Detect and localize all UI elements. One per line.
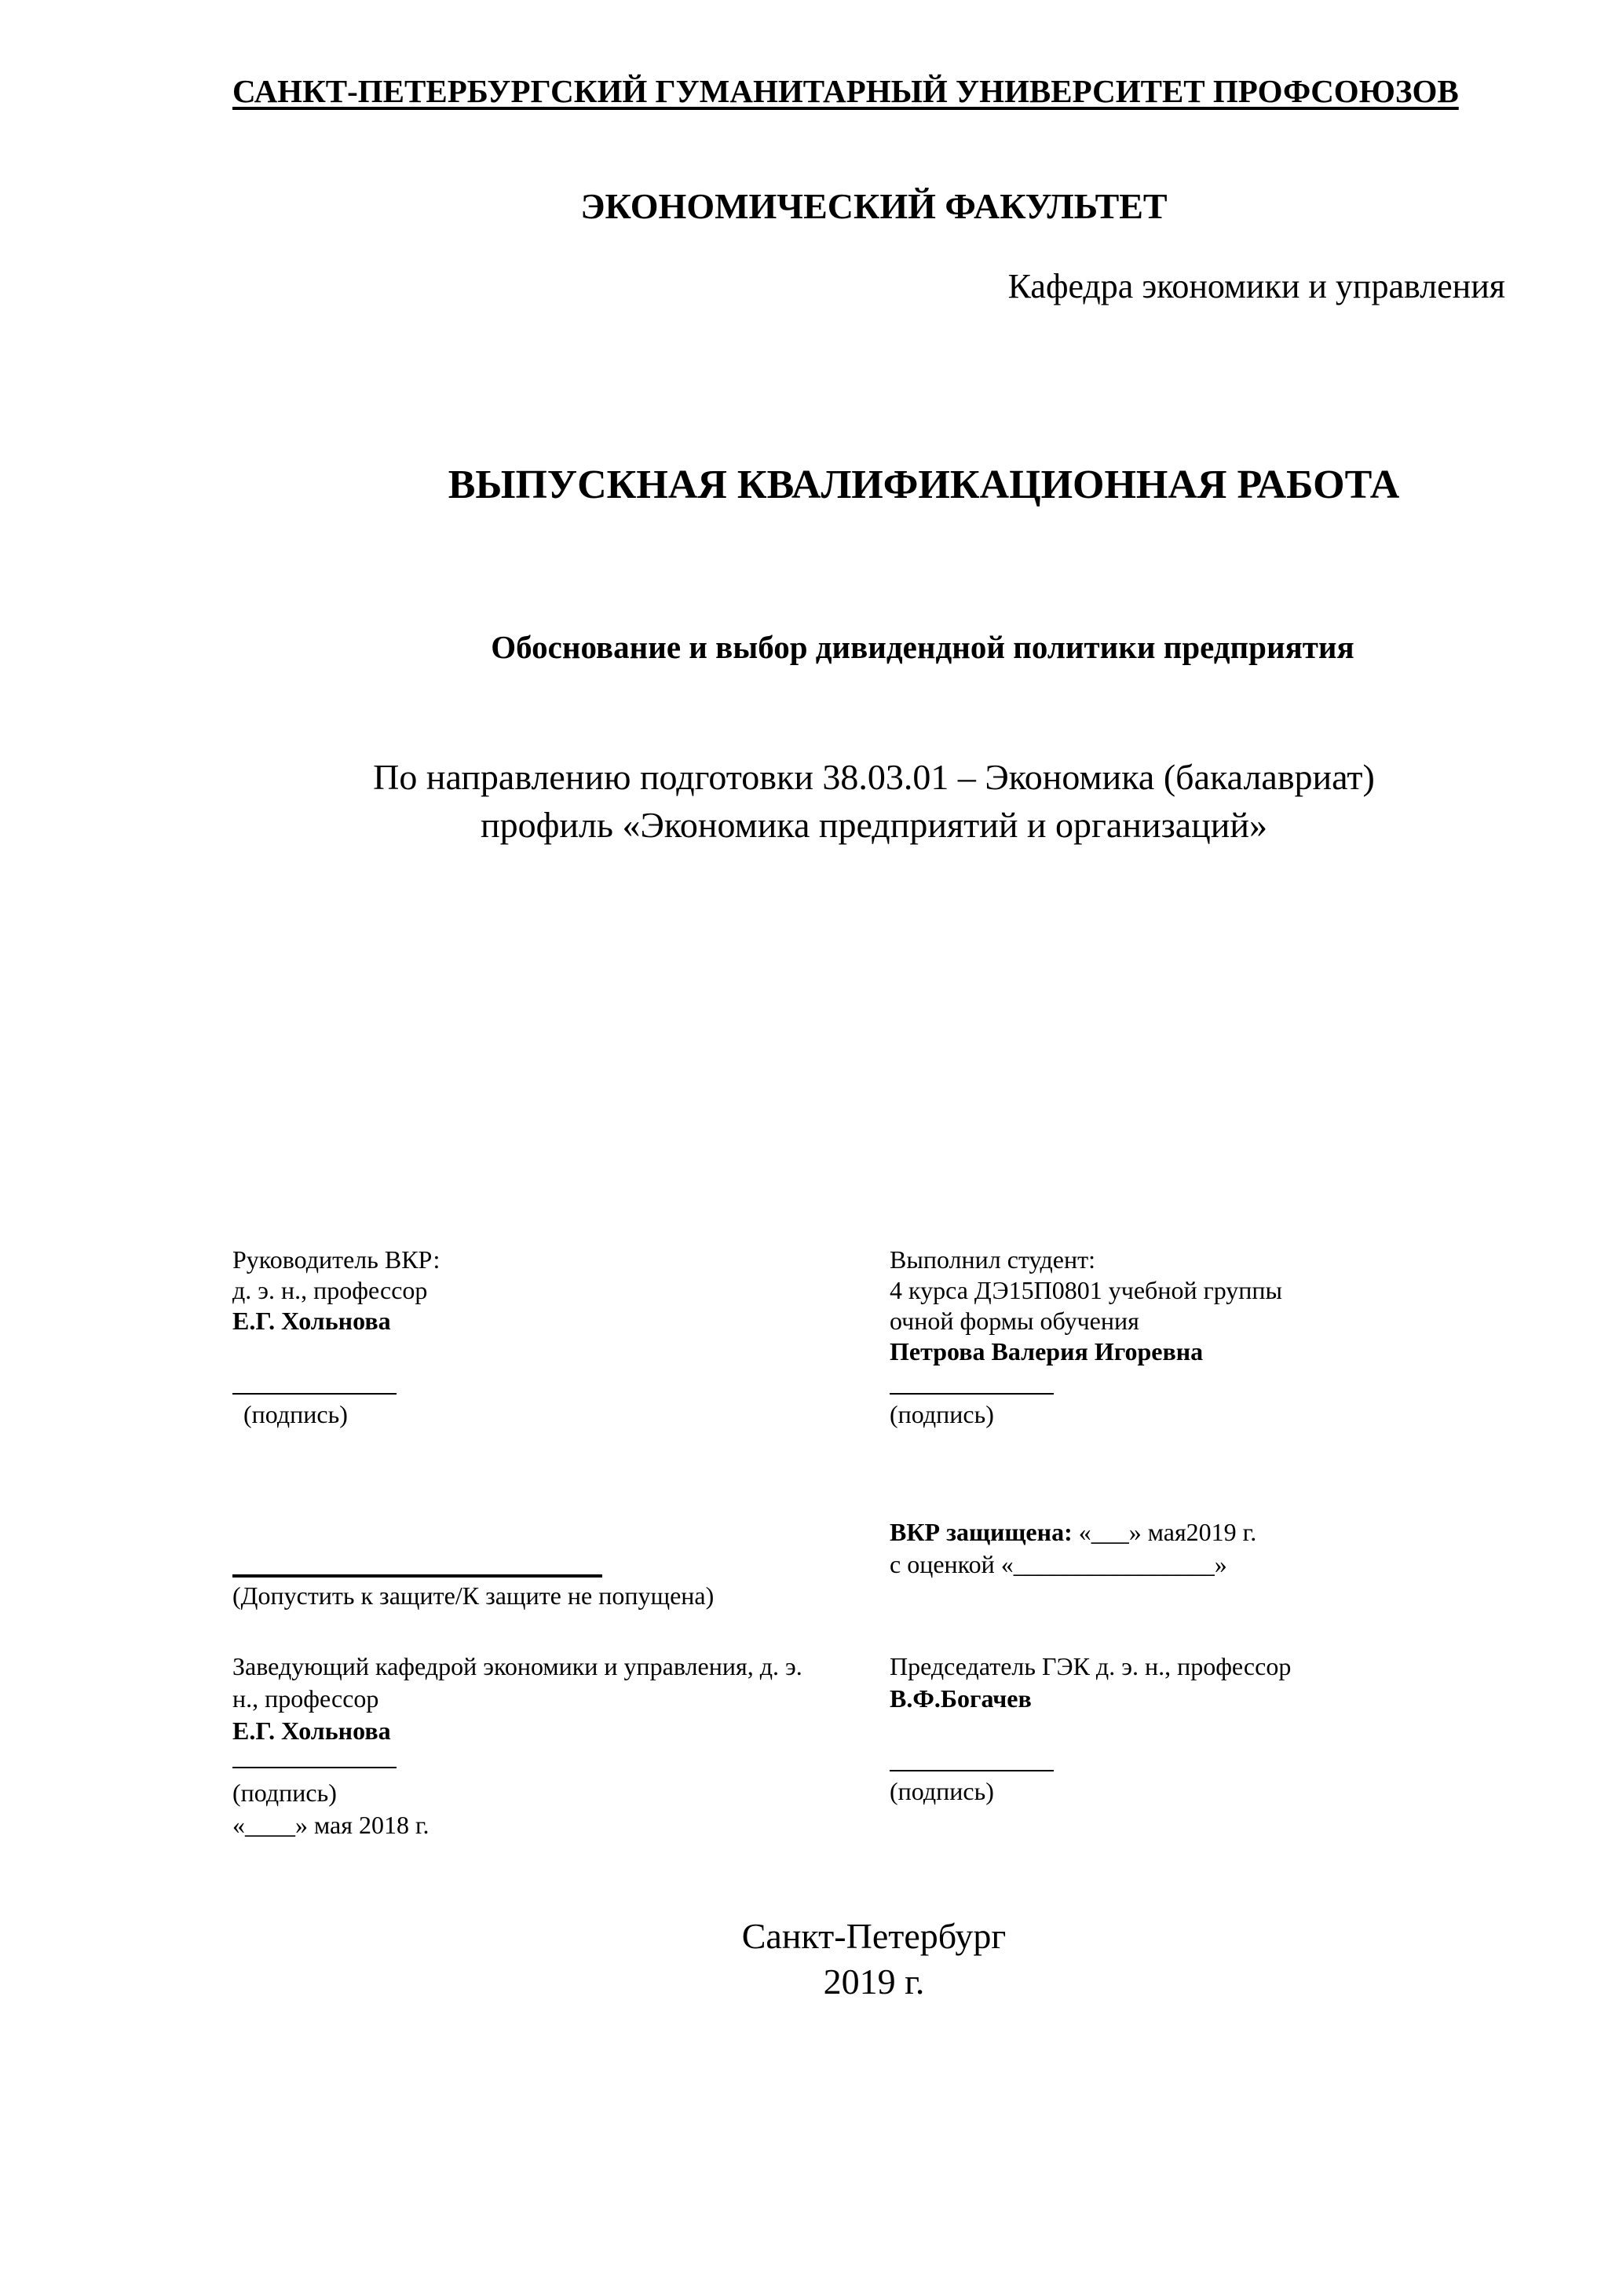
head-signature-line: [232, 1767, 397, 1768]
student-study-form: очной формы обучения: [890, 1307, 1139, 1335]
student-name: Петрова Валерия Игоревна: [890, 1337, 1204, 1366]
defense-date: «___» мая2019 г.: [1072, 1518, 1257, 1546]
year: 2019 г.: [823, 1961, 925, 2002]
faculty-name: ЭКОНОМИЧЕСКИЙ ФАКУЛЬТЕТ: [580, 186, 1168, 226]
study-direction: По направлению подготовки 38.03.01 – Экономика (бакалавриат): [373, 757, 1375, 797]
chairman-position: Председатель ГЭК д. э. н., профессор: [890, 1652, 1292, 1680]
student-label: Выполнил студент:: [890, 1245, 1095, 1274]
city: Санкт-Петербург: [741, 1916, 1007, 1956]
head-position-line1: Заведующий кафедрой экономики и управления, д. э.: [232, 1652, 802, 1680]
student-group: 4 курса ДЭ15П0801 учебной группы: [890, 1276, 1283, 1304]
head-position-line2: н., профессор: [232, 1684, 379, 1713]
study-profile: профиль «Экономика предприятий и организаций»: [480, 805, 1268, 845]
supervisor-signature-line: [232, 1393, 397, 1395]
admission-signature-line: [232, 1574, 602, 1578]
department-name: Кафедра экономики и управления: [1007, 267, 1505, 305]
supervisor-degree: д. э. н., профессор: [232, 1276, 428, 1304]
defense-label: ВКР защищена:: [890, 1518, 1073, 1546]
thesis-topic: Обоснование и выбор дивидендной политики предприятия: [491, 629, 1354, 665]
supervisor-name: Е.Г. Хольнова: [232, 1307, 391, 1335]
supervisor-signature-label: (подпись): [243, 1400, 348, 1428]
admission-decision: (Допустить к защите/К защите не попущена): [232, 1581, 715, 1610]
student-signature-label: (подпись): [890, 1400, 994, 1428]
work-type-title: ВЫПУСКНАЯ КВАЛИФИКАЦИОННАЯ РАБОТА: [448, 462, 1400, 507]
university-name: САНКТ-ПЕТЕРБУРГСКИЙ ГУМАНИТАРНЫЙ УНИВЕРСИТЕТ ПРОФСОЮЗОВ: [232, 73, 1459, 109]
defense-info: [890, 1519, 1256, 1545]
defense-grade: с оценкой «________________»: [890, 1550, 1227, 1578]
supervisor-label: Руководитель ВКР:: [232, 1245, 440, 1274]
chairman-name: В.Ф.Богачев: [890, 1684, 1032, 1713]
head-name: Е.Г. Хольнова: [232, 1717, 391, 1745]
chairman-signature-line: [890, 1770, 1054, 1771]
chairman-signature-label: (подпись): [890, 1777, 994, 1805]
head-date: «____» мая 2018 г.: [232, 1811, 430, 1839]
head-signature-label: (подпись): [232, 1779, 337, 1807]
student-signature-line: [890, 1393, 1054, 1395]
